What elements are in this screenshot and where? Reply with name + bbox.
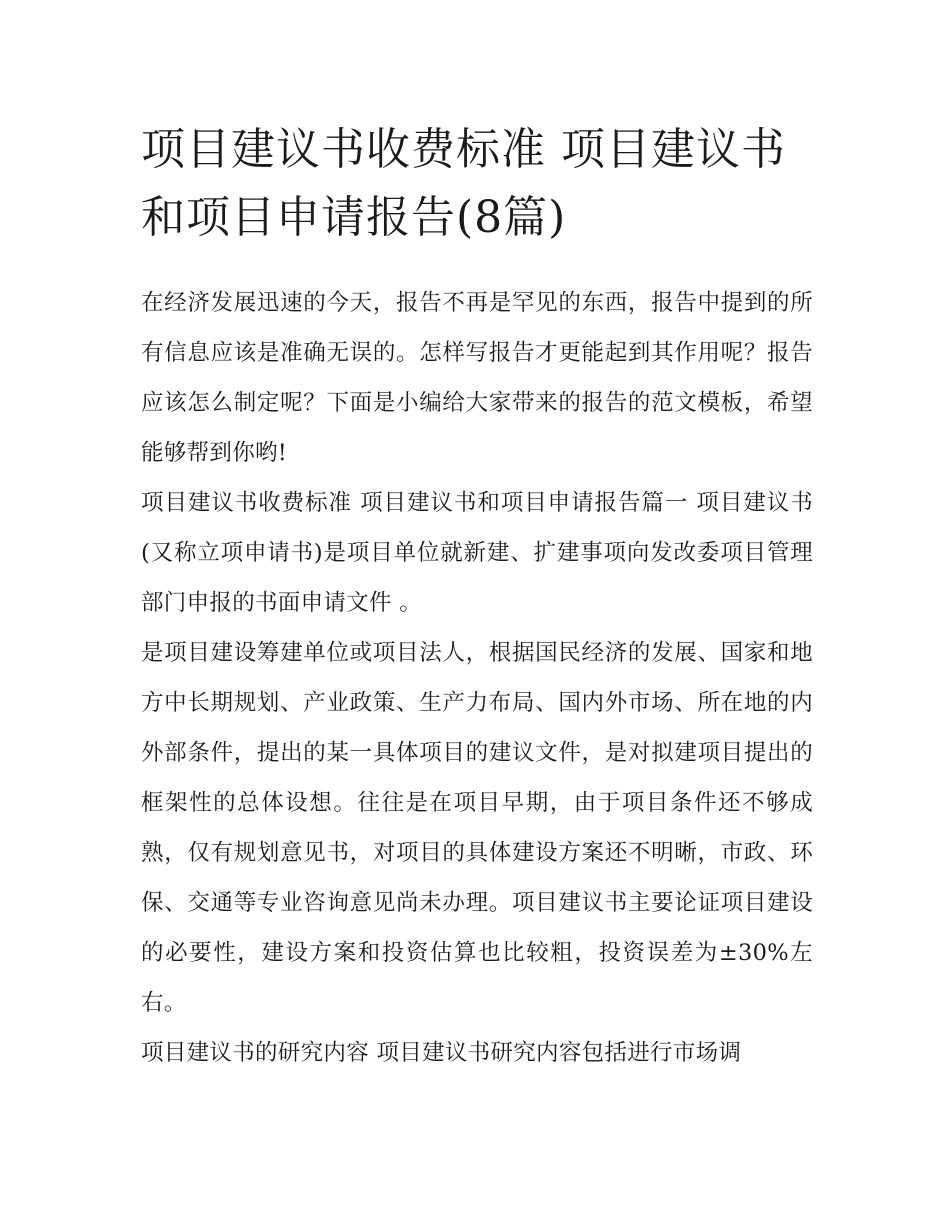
paragraph-intro: 在经济发展迅速的今天，报告不再是罕见的东西，报告中提到的所有信息应该是准确无误的。怎样写报告才更能起到其作用呢？报告应该怎么制定呢？下面是小编给大家带来的报告的范文模板，希望能够帮到你哟! bbox=[141, 290, 813, 466]
paragraph-research-content: 项目建议书的研究内容 项目建议书研究内容包括进行市场调 bbox=[141, 1040, 742, 1066]
paragraph-definition: 项目建议书收费标准 项目建议书和项目申请报告篇一 项目建议书(又称立项申请书)是项目单位就新建、扩建事项向发改委项目管理部门申报的书面申请文件 。 bbox=[141, 490, 813, 616]
document-body bbox=[141, 116, 813, 1078]
document-title: 项目建议书收费标准 项目建议书和项目申请报告(8篇) bbox=[141, 124, 786, 243]
paragraph-description: 是项目建设筹建单位或项目法人，根据国民经济的发展、国家和地方中长期规划、产业政策、生产力布局、国内外市场、所在地的内外部条件，提出的某一具体项目的建议文件，是对拟建项目提出的框架性的总体设想。往往是在项目早期，由于项目条件还不够成熟，仅有规划意见书，对项目的具体建设方案还不明晰，市政、环保、交通等专业咨询意见尚未办理。项目建议书主要论证项目建设的必要性，建设方案和投资估算也比较粗，投资误差为±30%左右。 bbox=[141, 640, 813, 1016]
